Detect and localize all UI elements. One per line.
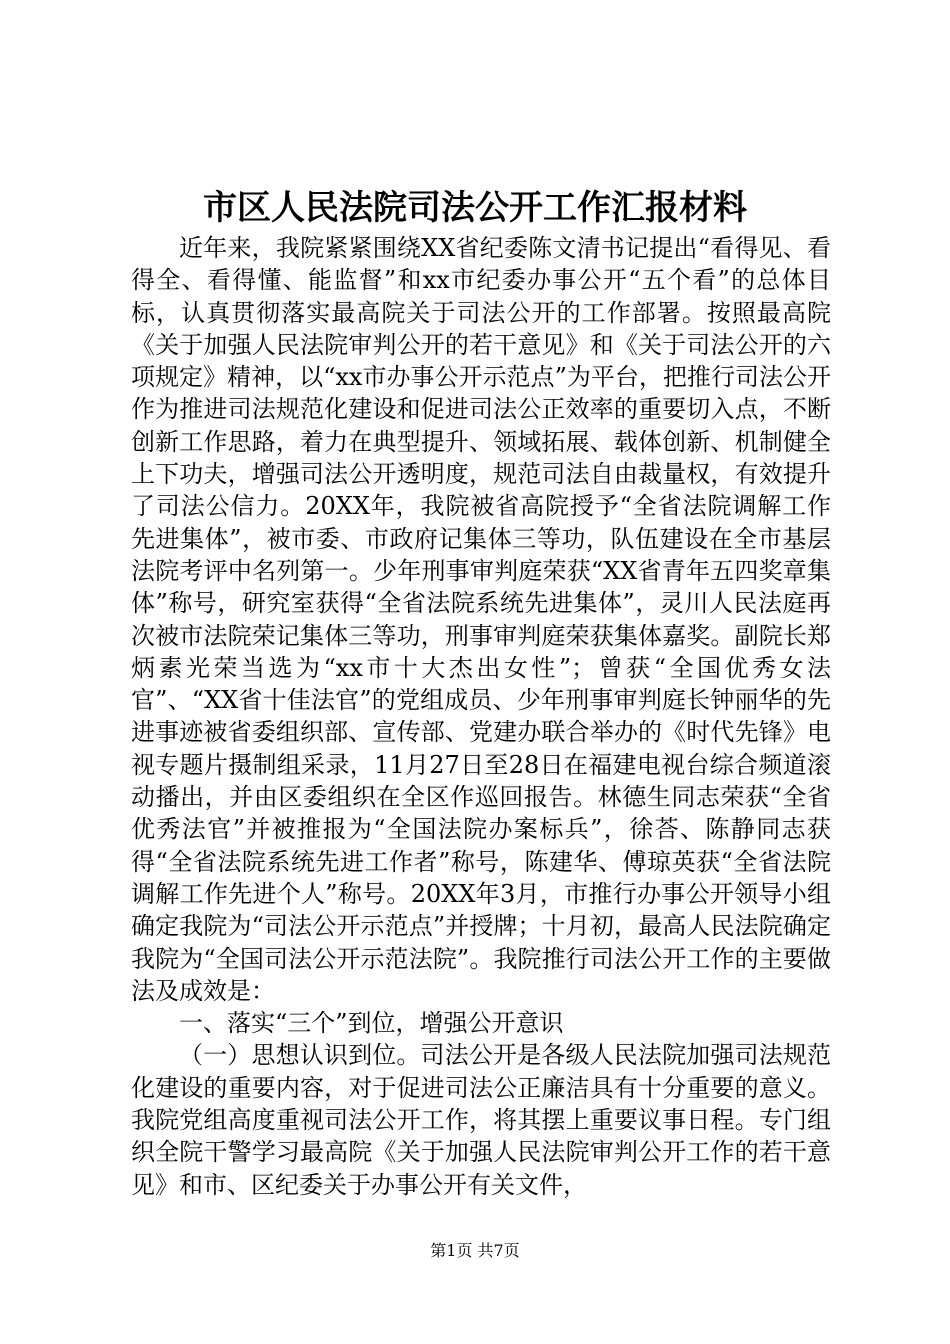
document-title: 市区人民法院司法公开工作汇报材料 [203,188,747,228]
paragraph-intro: 近年来，我院紧紧围绕XX省纪委陈文清书记提出“看得见、看得全、看得懂、能监督”和xx市纪委办事公开“五个看”的总体目标，认真贯彻落实最高院关于司法公开的工作部署。按照最高院《关于加强人民法院审判公开的若干意见》和《关于司法公开的六项规定》精神，以“xx市办事公开示范点”为平台，把推行司法公开作为推进司法规范化建设和促进司法公正效率的重要切入点，不断创新工作思路，着力在典型提升、领域拓展、载体创新、机制健全上下功夫，增强司法公开透明度，规范司法自由裁量权，有效提升了司法公信力。20XX年，我院被省高院授予“全省法院调解工作先进集体”，被市委、市政府记集体三等功，队伍建设在全市基层法院考评中名列第一。少年刑事审判庭荣获“XX省青年五四奖章集体”称号，研究室获得“全省法院系统先进集体”，灵川人民法庭再次被市法院荣记集体三等功，刑事审判庭荣获集体嘉奖。副院长郑炳素光荣当选为“xx市十大杰出女性”；曾获“全国优秀女法官”、“XX省十佳法官”的党组成员、少年刑事审判庭长钟丽华的先进事迹被省委组织部、宣传部、党建办联合举办的《时代先锋》电视专题片摄制组采录，11月27日至28日在福建电视台综合频道滚动播出，并由区委组织在全区作巡回报告。林德生同志荣获“全省优秀法官”并被推报为“全国法院办案标兵”，徐荅、陈静同志获得“全省法院系统先进工作者”称号，陈建华、傅琼英获“全省法院调解工作先进个人”称号。20XX年3月，市推行办事公开领导小组确定我院为“司法公开示范点”并授牌；十月初，最高人民法院确定我院为“全国司法公开示范法院”。我院推行司法公开工作的主要做法及成效是： [131,234,831,1005]
page-number-footer: 第1页 共7页 [430,1241,520,1260]
paragraph-subsection-1: （一）思想认识到位。司法公开是各级人民法院加强司法规范化建设的重要内容，对于促进司法公正廉洁具有十分重要的意义。我院党组高度重视司法公开工作，将其摆上重要议事日程。专门组织全院干警学习最高院《关于加强人民法院审判公开工作的若干意见》和市、区纪委关于办事公开有关文件， [131,1041,831,1199]
document-body [131,232,831,1201]
section-heading-1: 一、落实“三个”到位，增强公开意识 [179,1009,564,1038]
